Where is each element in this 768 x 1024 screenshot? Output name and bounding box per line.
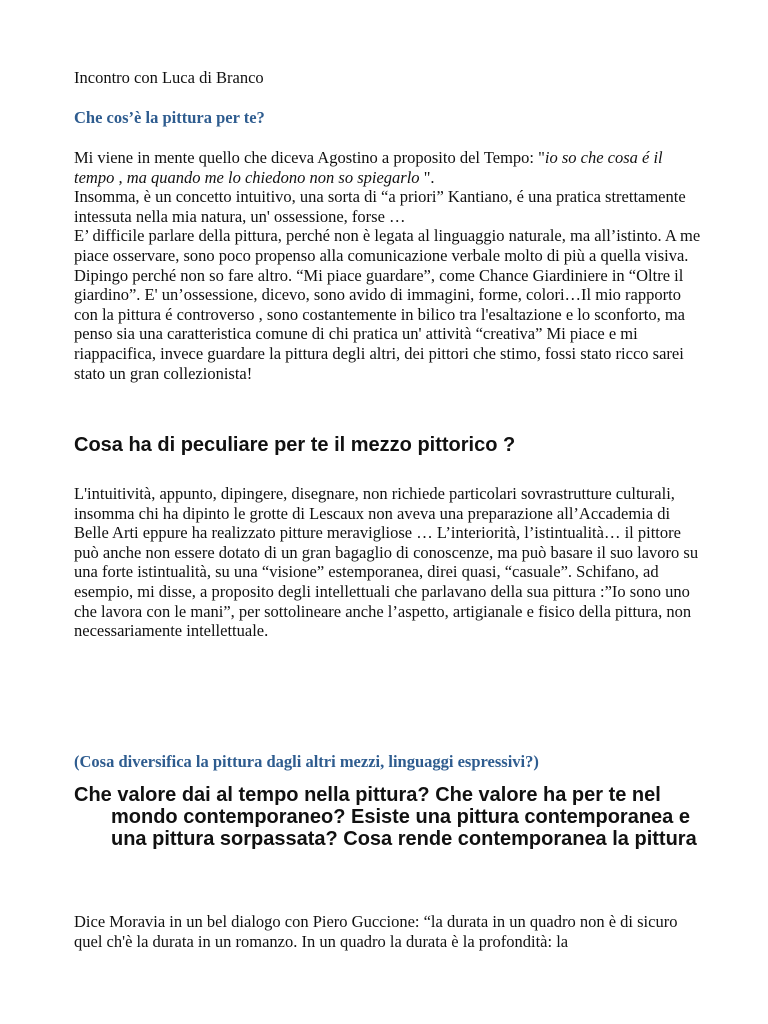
question-4-first-line: Che valore dai al tempo nella pittura? Che valore ha per te nel (74, 784, 661, 806)
question-heading-4 (74, 784, 714, 850)
answer-1-lead: Mi viene in mente quello che diceva Agostino a proposito del Tempo: " (74, 148, 545, 167)
answer-1-quote: io so che cosa é il tempo , ma quando me lo chiedono non so spiegarlo (74, 148, 663, 187)
answer-1-line-2: Insomma, è un concetto intuitivo, una sorta di “a priori” Kantiano, é una pratica strettamente intessuta nella mia natura, un' ossessione, forse … (74, 187, 686, 226)
question-heading-3: (Cosa diversifica la pittura dagli altri mezzi, linguaggi espressivi?) (74, 752, 539, 771)
answer-1-line-3: E’ difficile parlare della pittura, perché non è legata al linguaggio naturale, ma all’istinto. A me piace osservare, sono poco propenso alla comunicazione verbale molto di più a quella visiva. Dipingo perché non so fare altro. “Mi piace guardare”, come Chance Giardiniere in “Oltre il giardino”. E' un’ossessione, dicevo, sono avido di immagini, forme, colori…Il mio rapporto con la pittura é controverso , sono costantemente in bilico tra l'esaltazione e lo sconforto, ma penso sia una caratteristica comune di chi pratica un' attività “creativa” Mi piace e mi riappacifica, invece guardare la pittura degli altri, dei pittori che stimo, fossi stato ricco sarei stato un gran collezionista! (74, 226, 701, 383)
question-heading-1: Che cos’è la pittura per te? (74, 108, 265, 127)
question-heading-2: Cosa ha di peculiare per te il mezzo pittorico ? (74, 434, 516, 456)
answer-paragraph-2: L'intuitività, appunto, dipingere, disegnare, non richiede particolari sovrastrutture culturali, insomma chi ha dipinto le grotte di Lescaux non aveva una preparazione all’Accademia di Belle Arti eppure ha realizzato pitture meravigliose … L’interiorità, l’istintualità… il pittore può anche non essere dotato di un gran bagaglio di conoscenze, ma può basare il suo lavoro su una forte istintualità, su una “visione” estemporanea, direi quasi, “casuale”. Schifano, ad esempio, mi disse, a proposito degli intellettuali che parlavano della sua pittura :”Io sono uno che lavora con le mani”, per sottolineare anche l’aspetto, artigianale e fisico della pittura, non necessariamente intellettuale. (74, 484, 699, 641)
answer-paragraph-3: Dice Moravia in un bel dialogo con Piero Guccione: “la durata in un quadro non è di sicuro quel ch'è la durata in un romanzo. In un quadro la durata è la profondità: la (74, 912, 678, 951)
answer-paragraph-1 (74, 148, 704, 383)
document-title: Incontro con Luca di Branco (74, 68, 264, 87)
answer-1-quote-close: ". (419, 167, 435, 187)
question-4-continuation: mondo contemporaneo? Esiste una pittura contemporanea e una pittura sorpassata? Cosa rende contemporanea la pittura (111, 806, 697, 850)
